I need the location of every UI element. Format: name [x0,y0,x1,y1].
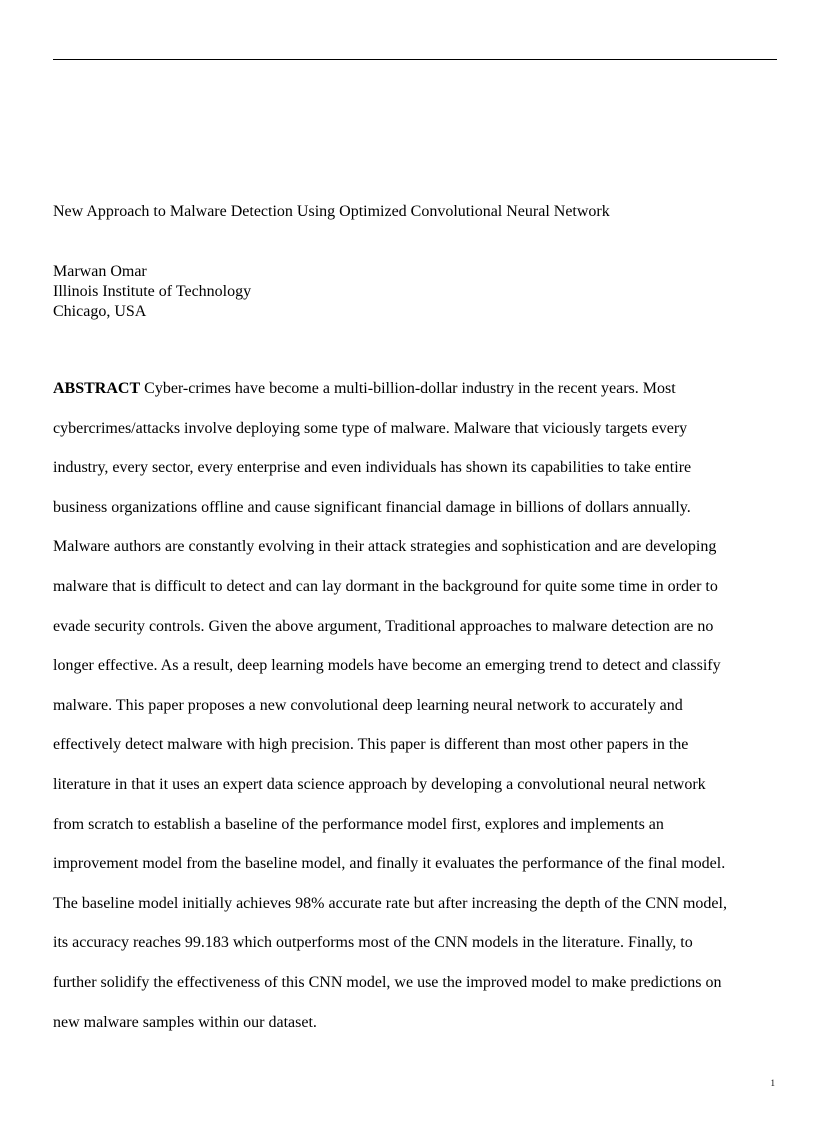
header-rule [53,59,777,60]
abstract-line: malware. This paper proposes a new convolutional deep learning neural network to accurately and [53,696,683,714]
abstract-line: industry, every sector, every enterprise and even individuals has shown its capabilities to take entire [53,459,692,477]
abstract-line: from scratch to establish a baseline of the performance model first, explores and implements an [53,815,664,833]
abstract-line: effectively detect malware with high precision. This paper is different than most other papers in the [53,736,689,754]
abstract-line: literature in that it uses an expert data science approach by developing a convolutional neural network [53,775,706,793]
author-block [53,262,251,322]
abstract-line: further solidify the effectiveness of this CNN model, we use the improved model to make predictions on [53,973,722,991]
abstract-line-text: Cyber-crimes have become a multi-billion-dollar industry in the recent years. Most [140,380,676,397]
author-name: Marwan Omar [53,263,147,280]
author-location: Chicago, USA [53,303,147,320]
abstract-line [53,379,777,419]
abstract-line: longer effective. As a result, deep learning models have become an emerging trend to detect and classify [53,657,721,675]
page-number: 1 [770,1078,775,1088]
abstract-line: malware that is difficult to detect and can lay dormant in the background for quite some time in order to [53,577,718,595]
abstract-line: improvement model from the baseline model, and finally it evaluates the performance of the final model. [53,855,726,873]
abstract-line: business organizations offline and cause significant financial damage in billions of dollars annually. [53,498,691,516]
abstract-line: Malware authors are constantly evolving in their attack strategies and sophistication and are developing [53,538,717,556]
abstract [53,379,777,1052]
abstract-heading: ABSTRACT [53,380,141,397]
abstract-line: new malware samples within our dataset. [53,1013,317,1031]
abstract-line: cybercrimes/attacks involve deploying some type of malware. Malware that viciously targets every [53,419,688,437]
abstract-line: evade security controls. Given the above argument, Traditional approaches to malware detection are no [53,617,714,635]
paper-title: New Approach to Malware Detection Using Optimized Convolutional Neural Network [53,203,610,220]
author-affiliation: Illinois Institute of Technology [53,283,252,300]
abstract-line: its accuracy reaches 99.183 which outperforms most of the CNN models in the literature. Finally, to [53,934,693,952]
abstract-line: The baseline model initially achieves 98% accurate rate but after increasing the depth of the CNN model, [53,894,727,912]
